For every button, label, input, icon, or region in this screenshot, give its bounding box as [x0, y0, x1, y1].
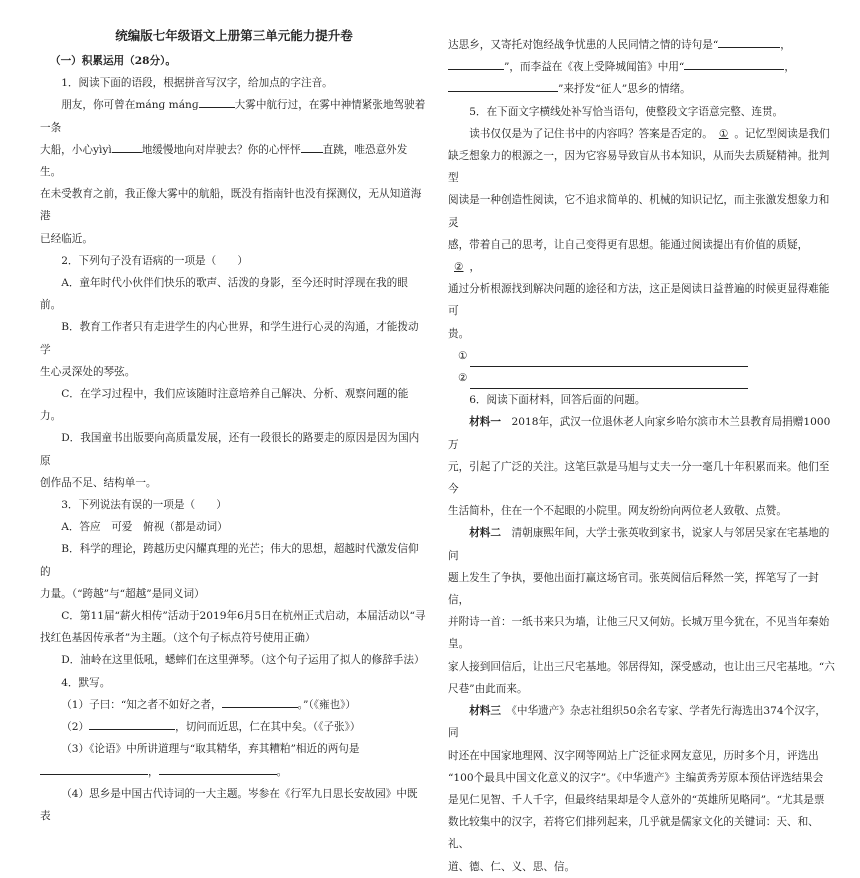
- question-4-cont-line-1: [448, 34, 836, 56]
- text: ，切问而近思，仁在其中矣。（《子张》）: [175, 721, 361, 734]
- question-3-option-c-cont: 找红色基因传承者”为主题。（这个句子标点符号使用正确）: [40, 632, 316, 645]
- material-2-line-4: 家人接到回信后，让出三尺宅基地。邻居得知，深受感动，也让出三尺宅基地。“六: [448, 660, 835, 673]
- text: ，: [780, 39, 791, 51]
- text: 地缓慢地向对岸驶去？你的心怦怦: [141, 143, 301, 156]
- material-1-line-1: [448, 411, 836, 455]
- text: ，: [148, 765, 159, 778]
- answer-blank[interactable]: [301, 140, 323, 153]
- question-3-option-d[interactable]: D．油岭在这里低吼，蟋蟀们在这里弹琴。（这个句子运用了拟人的修辞手法）: [61, 654, 425, 667]
- question-5-para-line-2: 缺乏想象力的根源之一，因为它容易导致盲从书本知识，从而失去质疑精神。批判型: [448, 150, 830, 185]
- text: 2018年，武汉一位退休老人向家乡哈尔滨市木兰县教育局捐赠1000万: [448, 416, 831, 451]
- text: 。记忆型阅读是我们: [734, 127, 830, 140]
- text: （1）子曰：“知之者不如好之者，: [61, 698, 222, 711]
- question-4-cont-line-2: [448, 56, 836, 78]
- question-4-stem: 4．默写。: [61, 676, 111, 689]
- right-column: [448, 0, 836, 878]
- answer-blank[interactable]: [718, 35, 780, 48]
- material-3-line-5: 数比较集中的汉字，若将它们排列起来，几乎就是儒家文化的关键词：天、和、礼、: [448, 816, 819, 851]
- answer-field[interactable]: [470, 374, 748, 389]
- answer-blank[interactable]: [684, 57, 784, 70]
- answer-blank[interactable]: [448, 57, 504, 70]
- material-1-line-2: 元，引起了广泛的关注。这笔巨款是马旭与丈夫一分一毫几十年积累而来。他们至今: [448, 460, 830, 496]
- question-5-stem: 5．在下面文字横线处补写恰当语句，使整段文字语意完整、连贯。: [469, 105, 784, 118]
- question-4-cont-line-3: [448, 78, 836, 100]
- question-2-option-b-cont: 生心灵深处的琴弦。: [40, 365, 136, 378]
- exam-title: 统编版七年级语文上册第三单元能力提升卷: [115, 28, 353, 43]
- left-column: [40, 0, 428, 827]
- answer-label: ①: [458, 349, 468, 362]
- question-2-stem: 2．下列句子没有语病的一项是（ ）: [61, 254, 249, 267]
- question-3-option-a[interactable]: A．答应 可爱 俯视（都是动词）: [61, 521, 228, 534]
- text: 大雾中航行过，在雾中神情紧张地驾驶着一条: [40, 99, 426, 134]
- text: 朋友，你可曾在: [61, 99, 136, 112]
- text: 直跳，唯恐意外发生。: [40, 143, 408, 179]
- section-heading: （一）积累运用（28分）。: [50, 55, 176, 67]
- question-4-item-3: （3）《论语》中所讲道理与“取其精华，弃其糟粕”相近的两句是: [61, 743, 360, 756]
- material-label: 材料一: [469, 416, 501, 429]
- question-2-option-c[interactable]: C．在学习过程中，我们应该随时注意培养自己解决、分析、观察问题的能力。: [40, 388, 409, 423]
- answer-line-2: [448, 367, 836, 389]
- material-2-line-1: [448, 522, 836, 566]
- question-3-stem: 3．下列说法有误的一项是（ ）: [61, 499, 227, 512]
- question-1-stem: 1．阅读下面的语段，根据拼音写汉字，给加点的字注音。: [61, 77, 333, 90]
- text: 大船，小心: [40, 143, 93, 156]
- answer-blank[interactable]: [112, 140, 142, 153]
- material-2-line-2: 题上发生了争执，要他出面打赢这场官司。张英阅信后释然一笑，挥笔写了一封信，: [448, 571, 819, 607]
- question-2-option-a[interactable]: A．童年时代小伙伴们快乐的歌声、活泼的身影，至今还时时浮现在我的眼前。: [40, 277, 408, 312]
- text: ，: [784, 61, 795, 74]
- question-1-line-3: 在未受教育之前，我正像大雾中的航船，既没有指南针也没有探测仪，无从知道海港: [40, 188, 422, 223]
- answer-blank[interactable]: [40, 762, 148, 775]
- blank-mark-1[interactable]: ①: [718, 127, 729, 140]
- text: 达思乡，又寄托对饱经战争忧患的人民同情之情的诗句是“: [448, 39, 719, 51]
- answer-line-1: [448, 345, 836, 367]
- material-label: 材料三: [469, 705, 501, 718]
- question-4-item-1: [40, 694, 428, 716]
- answer-blank[interactable]: [448, 79, 558, 92]
- question-4-item-4: （4）思乡是中国古代诗词的一大主题。岑参在《行军九日思长安故园》中既表: [40, 787, 418, 822]
- text: ，: [469, 261, 481, 274]
- material-3-line-3: “100个最具中国文化意义的汉字”。《中华遗产》主编黄秀芳原本预估评选结果会: [448, 771, 824, 784]
- text: 《中华遗产》杂志社组织50余名专家、学者先行海选出374个汉字，同: [448, 705, 826, 740]
- question-4-item-2: [40, 716, 428, 738]
- material-2-line-3: 并附诗一首：一纸书来只为墙，让他三尺又何妨。长城万里今犹在，不见当年秦始皇。: [448, 616, 830, 651]
- pinyin: yìyì: [92, 143, 112, 156]
- question-1-line-2: [40, 139, 428, 183]
- text: 感，带着自己的思考，让自己变得更有思想。能通过阅读提出有价值的质疑，: [448, 238, 809, 251]
- text: ”来抒发“征人”思乡的情绪。: [558, 83, 691, 96]
- material-3-line-2: 时还在中国家地理网、汉字网等网站上广泛征求网友意见，历时多个月，评选出: [448, 749, 819, 762]
- answer-label: ②: [458, 372, 468, 385]
- question-3-option-b-cont: 力量。（“跨越”与“超越”是同义词）: [40, 587, 205, 600]
- question-4-item-3-answer: [40, 761, 428, 783]
- question-5-para-line-4: [448, 234, 836, 278]
- text: （2）: [61, 721, 90, 734]
- text: 。: [276, 765, 288, 778]
- material-label: 材料二: [469, 527, 501, 540]
- question-6-stem: 6．阅读下面材料，回答后面的问题。: [469, 394, 646, 407]
- question-3-option-b[interactable]: B．科学的理论，跨越历史闪耀真理的光芒；伟大的思想，超越时代激发信仰的: [40, 543, 419, 578]
- question-5-para-line-6: 贵。: [448, 327, 470, 340]
- question-5-para-line-3: 阅读是一种创造性阅读，它不追求简单的、机械的知识记忆，而主张激发想象力和灵: [448, 194, 830, 229]
- blank-mark-2[interactable]: ②: [454, 261, 464, 274]
- question-1-line-4: 已经临近。: [40, 232, 93, 245]
- text: 。”（《雍也》）: [297, 698, 357, 711]
- question-3-option-c[interactable]: C．第11届“薪火相传”活动于2019年6月5日在杭州正式启动，本届活动以“寻: [61, 610, 426, 623]
- question-5-para-line-5: 通过分析根源找到解决问题的途径和方法，这正是阅读日益普遍的时候更显得难能可: [448, 283, 830, 318]
- question-5-para-line-1: [448, 123, 836, 145]
- material-1-line-3: 生活简朴，住在一个不起眼的小院里。网友纷纷向两位老人致敬、点赞。: [448, 505, 787, 518]
- answer-blank[interactable]: [89, 717, 175, 730]
- text: ”，而李益在《夜上受降城闻笛》中用“: [504, 61, 685, 74]
- material-3-line-1: [448, 700, 836, 744]
- material-3-line-4: 是见仁见智、千人千字，但最终结果却是令人意外的“英雄所见略同”。“尤其是票: [448, 793, 825, 806]
- material-2-line-5: 尺巷”由此而来。: [448, 682, 528, 695]
- question-1-line-1: [40, 94, 428, 138]
- question-2-option-d[interactable]: D．我国童书出版要向高质量发展，还有一段很长的路要走的原因是因为国内原: [40, 432, 420, 467]
- text: 清朝康熙年间，大学士张英收到家书，说家人与邻居吴家在宅基地的问: [448, 527, 830, 562]
- answer-field[interactable]: [470, 352, 748, 367]
- answer-blank[interactable]: [159, 762, 277, 775]
- question-2-option-b[interactable]: B．教育工作者只有走进学生的内心世界，和学生进行心灵的沟通，才能拨动学: [40, 321, 419, 356]
- answer-blank[interactable]: [222, 695, 298, 708]
- pinyin: mánɡ mánɡ: [135, 99, 199, 112]
- text: 读书仅仅是为了记住书中的内容吗？答案是否定的。: [469, 127, 713, 140]
- material-3-line-6: 道、德、仁、义、思、信。: [448, 860, 576, 873]
- question-2-option-d-cont: 创作品不足、结构单一。: [40, 476, 157, 489]
- answer-blank[interactable]: [199, 95, 235, 108]
